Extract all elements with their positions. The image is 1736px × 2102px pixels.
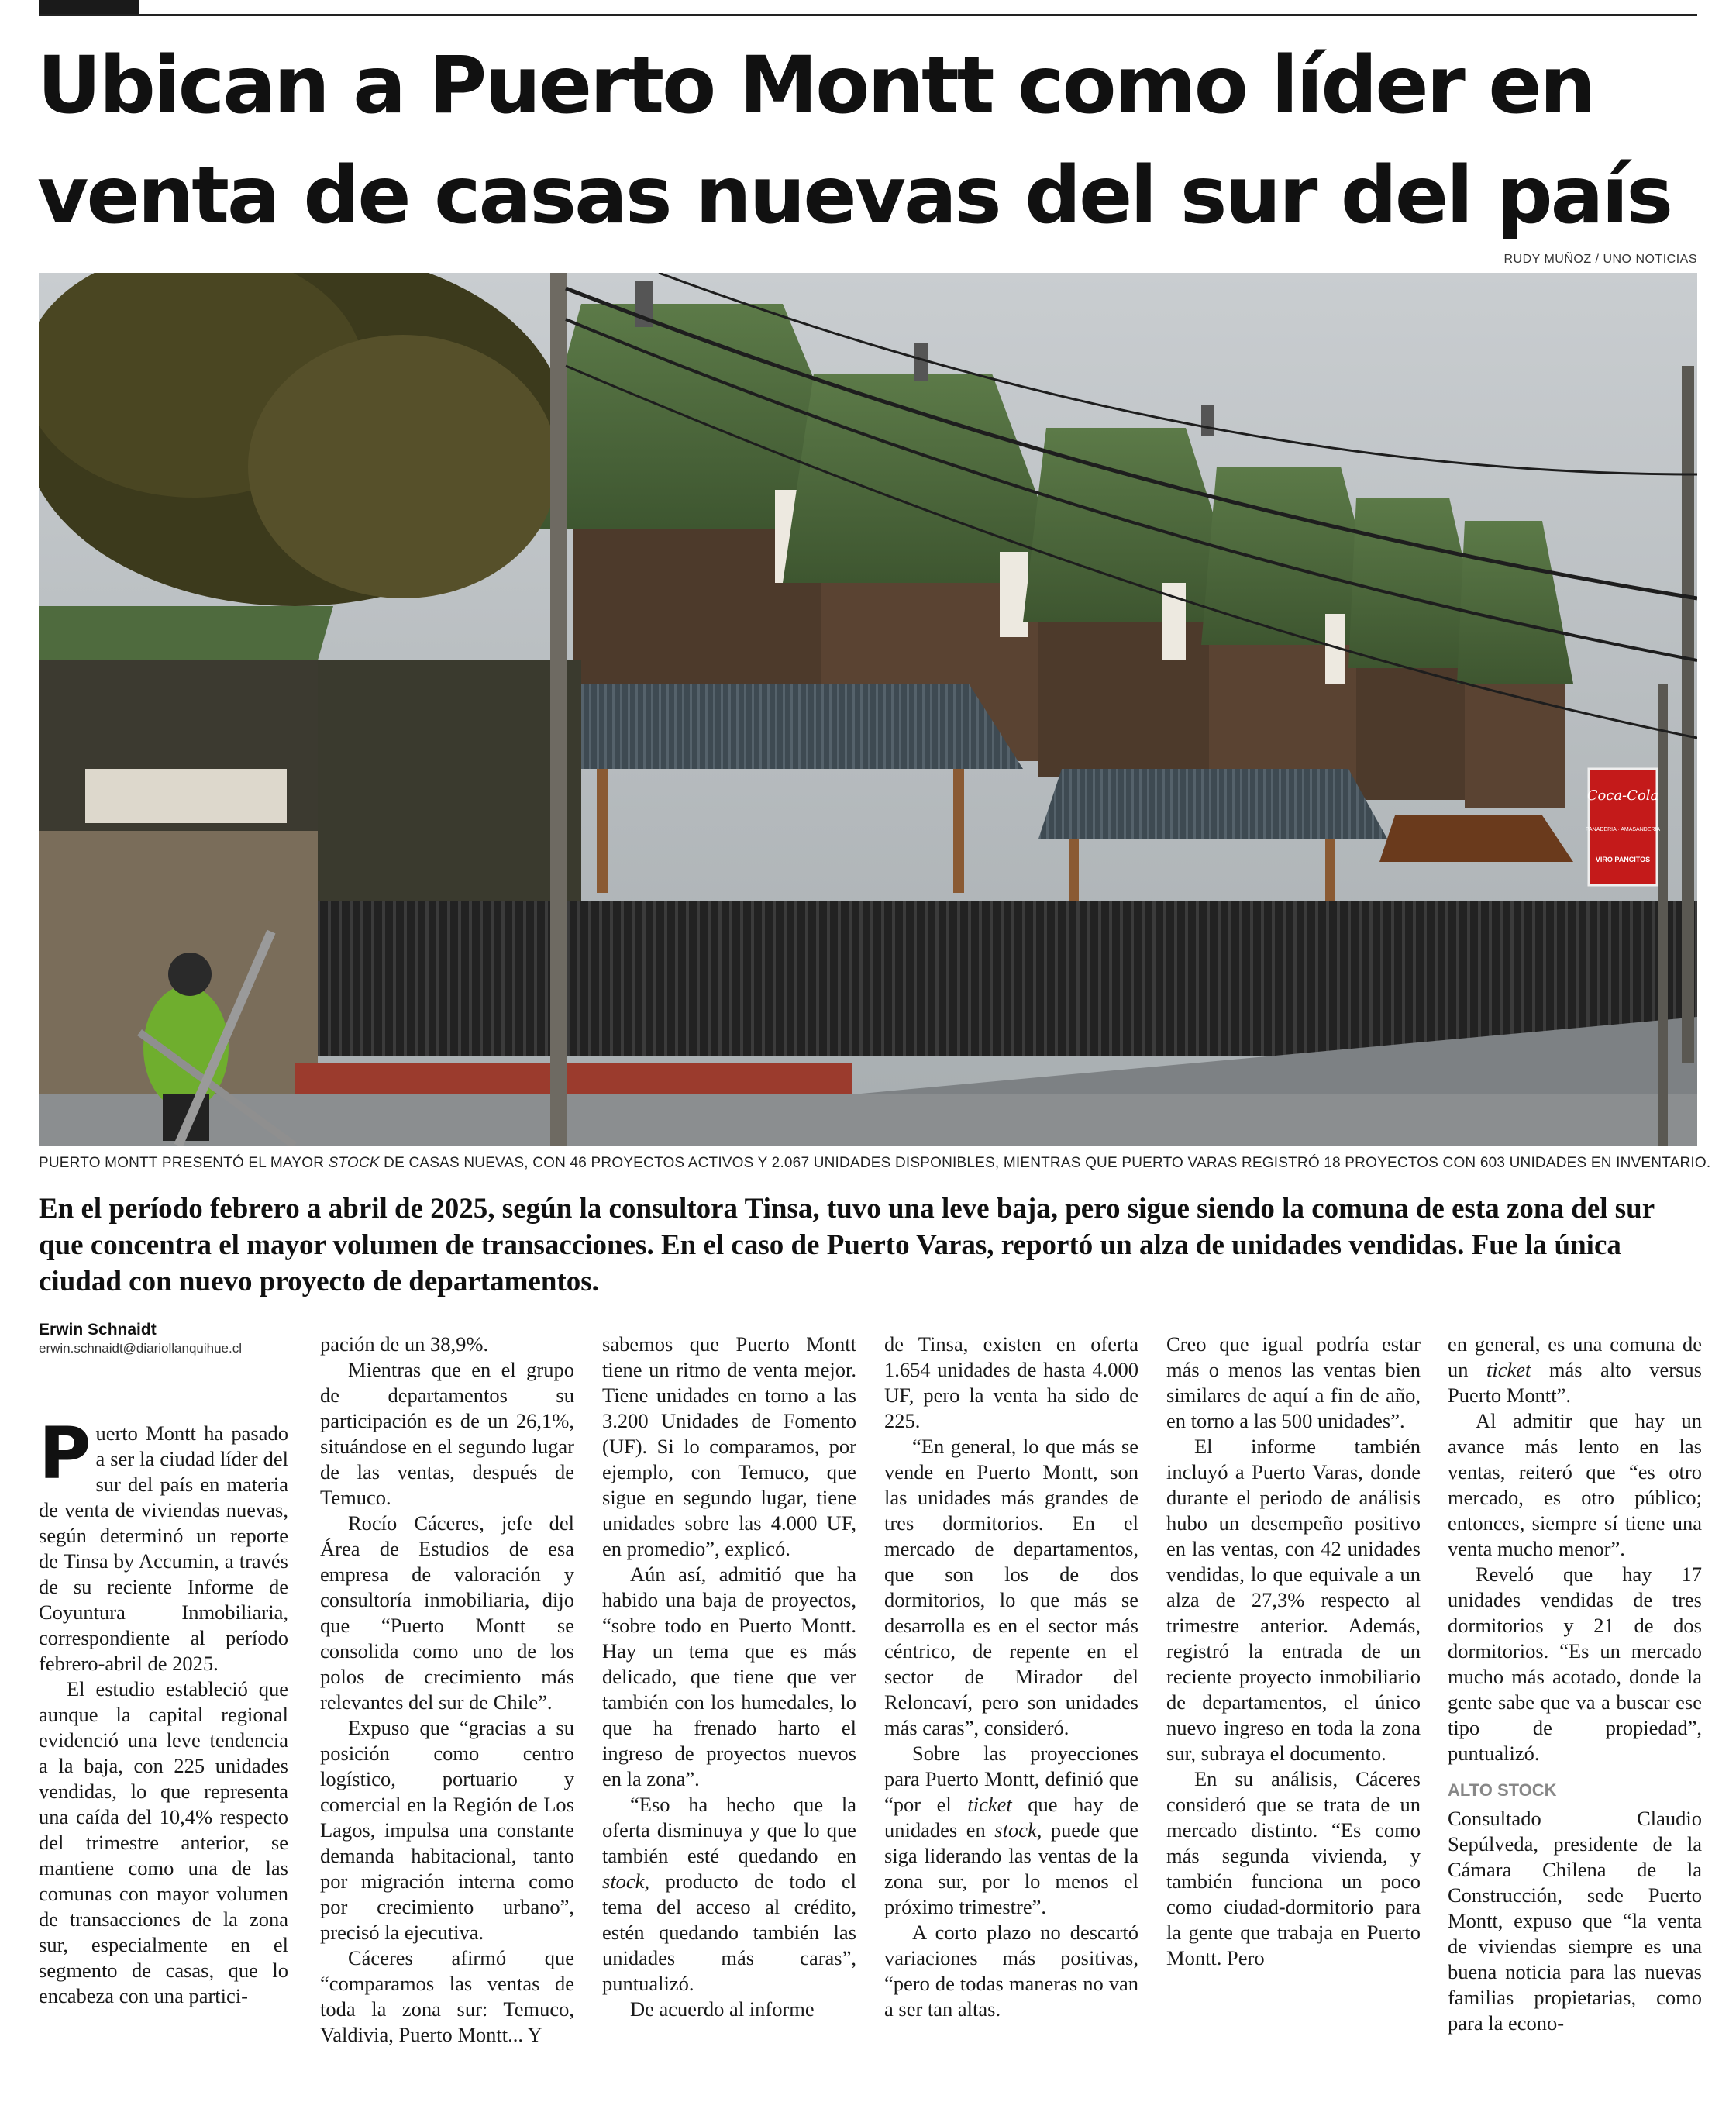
lead-paragraph: En el período febrero a abril de 2025, según la consultora Tinsa, tuvo una leve baja, pero sigue siendo la comuna de esta zona del sur que concentra el mayor volumen de transacciones. En el caso de Puerto Varas, reportó un alza de unidades vendidas. Fue la única ciudad con nuevo proyecto de departamentos.: [39, 1193, 1655, 1297]
dropcap: P: [39, 1412, 91, 1495]
column-3: [602, 1332, 856, 2022]
paragraph: Reveló que hay 17 unidades vendidas de tres dormitorios y 21 de dos dormitorios. “Es un mercado mucho más acotado, donde la gente sabe que va a buscar ese tipo de propiedad”, puntualizó.: [1448, 1563, 1702, 1765]
article-body: [39, 1332, 1702, 2091]
houses-illustration: [39, 273, 1697, 1146]
column-5: [1166, 1332, 1421, 1971]
headline: Ubican a Puerto Montt como líder en venta de casas nuevas del sur del país: [37, 40, 1672, 242]
news-photo: [39, 273, 1697, 1146]
photo-credit: RUDY MUÑOZ / UNO NOTICIAS: [1504, 253, 1697, 266]
paragraph: Rocío Cáceres, jefe del Área de Estudios de esa empresa de valoración y consultoría inmobiliaria, dijo que “Puerto Montt se consolida como uno de los polos de crecimiento más relevantes del sur de Chile”.: [320, 1511, 574, 1714]
top-rule: [39, 0, 1697, 16]
photo-caption: PUERTO MONTT PRESENTÓ EL MAYOR STOCK DE CASAS NUEVAS, CON 46 PROYECTOS ACTIVOS Y 2.067 UNIDADES DISPONIBLES, MIENTRAS QUE PUERTO VARAS REGISTRÓ 18 PROYECTOS CON 603 UNIDADES EN INVENTARIO.: [39, 1155, 1711, 1171]
column-4: [884, 1332, 1138, 2022]
paragraph: Sobre las proyecciones para Puerto Montt, definió que “por el ticket que hay de unidades en stock, puede que siga liderando las ventas de la zona sur, por lo menos el próximo trimestre”.: [884, 1742, 1138, 1918]
column-2: [320, 1332, 574, 2048]
column-1: [39, 1412, 288, 2009]
column-6: [1448, 1332, 1702, 2036]
paragraph: Al admitir que hay un avance más lento en las ventas, reiteró que “es otro mercado, es otro público; entonces, siempre sí tiene una venta mucho menor”.: [1448, 1409, 1702, 1560]
paragraph: Consultado Claudio Sepúlveda, presidente de la Cámara Chilena de la Construcción, sede Puerto Montt, expuso que “la venta de viviendas siempre es una buena noticia para las nuevas familias propietarias, como para la econo-: [1448, 1807, 1702, 2035]
paragraph: Puerto Montt ha pasado a ser la ciudad líder del sur del país en materia de venta de viviendas nuevas, según determinó un reporte de Tinsa by Accumin, a través de su reciente Informe de Coyuntura Inmobiliaria, correspondiente al período febrero-abril de 2025.: [39, 1412, 288, 1675]
paragraph: En su análisis, Cáceres consideró que se trata de un mercado distinto. “Es como más segunda vivienda, y también funciona un poco como ciudad-dormitorio para la gente que trabaja en Puerto Montt. Pero: [1166, 1767, 1421, 1969]
paragraph: Creo que igual podría estar más o menos las ventas bien similares de aquí a fin de año, en torno a las 500 unidades”.: [1166, 1332, 1421, 1432]
paragraph: Mientras que en el grupo de departamentos su participación es de un 26,1%, situándose en el segundo lugar de las ventas, después de Temuco.: [320, 1358, 574, 1509]
paragraph: El informe también incluyó a Puerto Varas, donde durante el periodo de análisis hubo un desempeño positivo en las ventas, con 42 unidades vendidas, lo que equivale a un alza de 27,3% respecto al trimestre anterior. Además, registró la entrada de un reciente proyecto inmobiliario de departamentos, el único nuevo ingreso en toda la zona sur, subraya el documento.: [1166, 1435, 1421, 1765]
paragraph: “Eso ha hecho que la oferta disminuya y que lo que también esté quedando en stock, producto de todo el tema del acceso al crédito, estén quedando también las unidades más caras”, puntualizó.: [602, 1793, 856, 1995]
sign-brand: Coca-Cola: [1586, 787, 1659, 804]
sign-line2: VIRO PANCITOS: [1595, 856, 1651, 863]
paragraph: sabemos que Puerto Montt tiene un ritmo de venta mejor. Tiene unidades en torno a las 3.200 Unidades de Fomento (UF). Si lo comparamos, por ejemplo, con Temuco, que sigue en segundo lugar, tiene unidades sobre las 4.000 UF, en promedio”, explicó.: [602, 1332, 856, 1560]
author-name: Erwin Schnaidt: [39, 1321, 157, 1339]
sign-line1: PANADERIA · AMASANDERIA: [1585, 827, 1661, 832]
paragraph: “En general, lo que más se vende en Puerto Montt, son las unidades más grandes de tres dormitorios. En el mercado de departamentos, que son los de dos dormitorios, lo que más se desarrolla es en el sector más céntrico, de repente en el sector de Mirador del Reloncaví, pero son unidades más caras”, consideró.: [884, 1435, 1138, 1739]
paragraph: Aún así, admitió que ha habido una baja de proyectos, “sobre todo en Puerto Montt. Hay un tema que es más delicado, que tiene que ver también con los humedales, lo que ha frenado harto el ingreso de proyectos nuevos en la zona”.: [602, 1563, 856, 1790]
paragraph: Cáceres afirmó que “comparamos las ventas de toda la zona sur: Temuco, Valdivia, Puerto Montt... Y: [320, 1946, 574, 2046]
paragraph: A corto plazo no descartó variaciones más positivas, “pero de todas maneras no van a ser tan altas.: [884, 1921, 1138, 2021]
author-email: erwin.schnaidt@diariollanquihue.cl: [39, 1341, 243, 1356]
paragraph: de Tinsa, existen en oferta 1.654 unidades de hasta 4.000 UF, pero la venta ha sido de 225.: [884, 1332, 1138, 1432]
paragraph: pación de un 38,9%.: [320, 1332, 489, 1356]
subhead-alto-stock: ALTO STOCK: [1448, 1780, 1557, 1800]
paragraph: El estudio estableció que aunque la capital regional evidenció una leve tendencia a la baja, con 225 unidades vendidas, lo que representa una caída del 10,4% respecto del trimestre anterior, se mantiene como una de las comunas con mayor volumen de transacciones de la zona sur, especialmente en el segmento de casas, que lo encabeza con una partici-: [39, 1677, 288, 2007]
paragraph: Expuso que “gracias a su posición como centro logístico, portuario y comercial en la Región de Los Lagos, impulsa una constante demanda habitacional, tanto por migración interna como por crecimiento urbano”, precisó la ejecutiva.: [320, 1716, 574, 1944]
paragraph: De acuerdo al informe: [630, 1997, 815, 2021]
paragraph: en general, es una comuna de un ticket más alto versus Puerto Montt”.: [1448, 1332, 1702, 1407]
section-marker: [39, 0, 140, 14]
